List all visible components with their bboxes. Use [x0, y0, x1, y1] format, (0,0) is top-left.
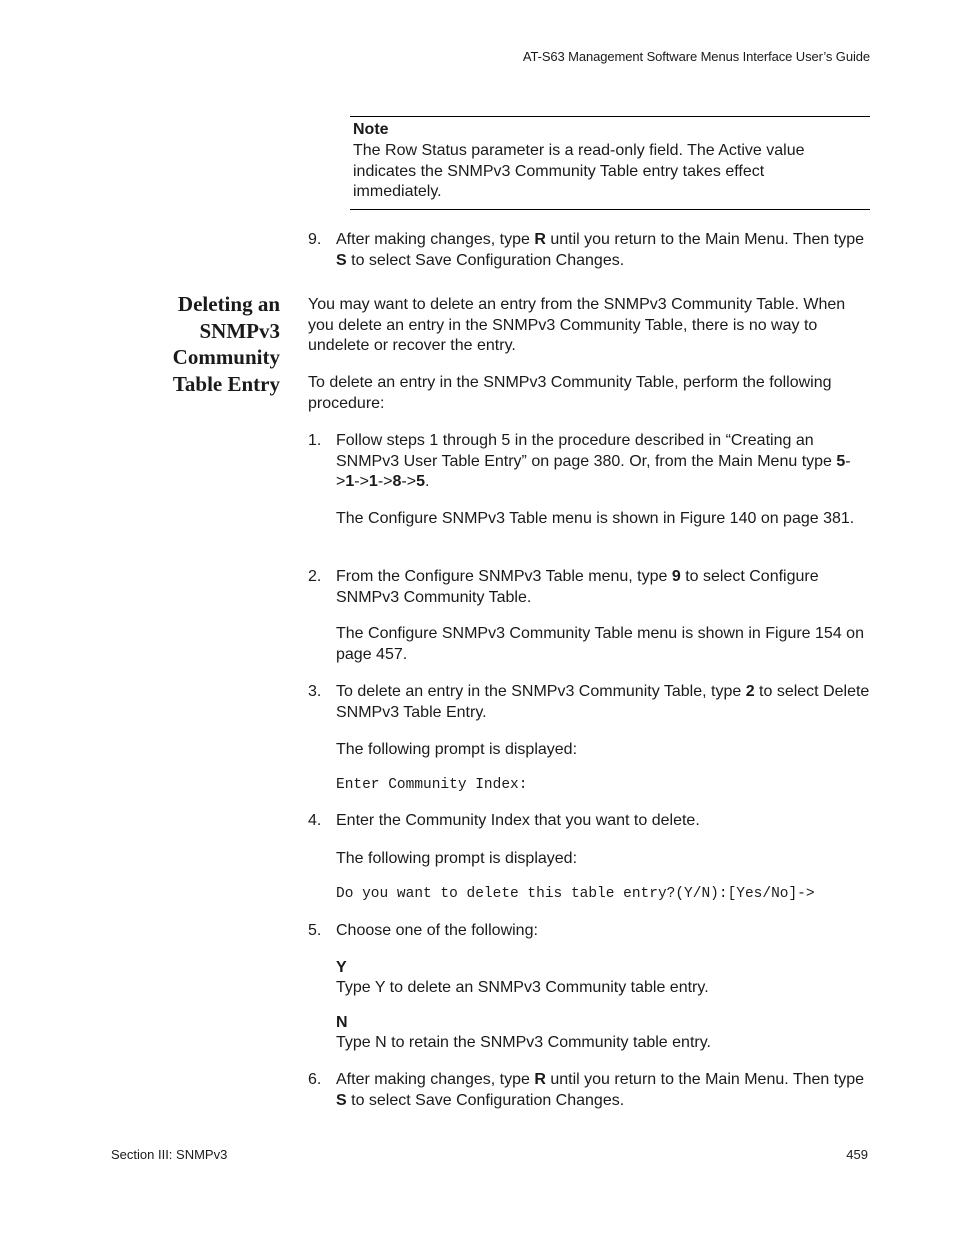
key-label: 1	[368, 473, 378, 491]
key-label: R	[534, 1071, 546, 1088]
step-text-part: After making changes, type	[336, 1071, 535, 1088]
step-number: 2.	[308, 568, 322, 585]
arrow-separator: ->	[354, 473, 369, 491]
option-key: Y	[336, 959, 347, 976]
step-text-part: to select Configure SNMPv3 Community Table.	[336, 568, 819, 606]
heading-line: Community	[172, 345, 280, 369]
step-number: 4.	[308, 812, 322, 829]
note-text: The Row Status parameter is a read-only field. The Active value indicates the SNMPv3 Community Table entry takes effect immediately.	[353, 142, 805, 200]
key-label: 5	[836, 452, 846, 470]
note-title: Note	[353, 121, 389, 138]
step-text	[336, 567, 870, 608]
key-label: 1	[345, 473, 355, 491]
key-label: 9	[671, 568, 681, 585]
option-key: N	[336, 1014, 348, 1031]
step-text-part: After making changes, type	[336, 231, 535, 248]
arrow-separator: ->	[336, 452, 851, 491]
step-text-part: until you return to the Main Menu. Then type	[545, 231, 864, 248]
step-text-part: Follow steps 1 through 5 in the procedure described in “Creating an SNMPv3 User Table Entry” on page 380. Or, from the Main Menu type	[336, 432, 837, 470]
step-text-part: to select Save Configuration Changes.	[346, 1091, 625, 1109]
intro-paragraph: You may want to delete an entry from the SNMPv3 Community Table. When you delete an entry in the SNMPv3 Community Table, there is no way to undelete or recover the entry.	[308, 296, 846, 355]
key-label: 8	[392, 473, 402, 491]
step-number: 9.	[308, 231, 322, 248]
prompt-code: Enter Community Index:	[336, 777, 528, 793]
step-number: 6.	[308, 1071, 322, 1088]
key-label: 2	[745, 683, 755, 700]
step-text-part: until you return to the Main Menu. Then type	[545, 1071, 864, 1088]
arrow-separator: ->	[377, 473, 393, 491]
step-text	[336, 1070, 870, 1111]
step-text-part: From the Configure SNMPv3 Table menu, type	[336, 568, 672, 585]
step-subtext: The following prompt is displayed:	[336, 741, 578, 758]
step-text-part: .	[424, 473, 430, 491]
heading-line: Deleting an	[177, 292, 280, 316]
step-text-part: To delete an entry in the SNMPv3 Community Table, type	[336, 683, 746, 700]
step-text	[336, 431, 870, 493]
step-text	[336, 230, 870, 271]
heading-line: Table Entry	[172, 371, 280, 396]
key-label: S	[336, 251, 347, 269]
step-text	[336, 682, 870, 723]
key-label: S	[336, 1091, 347, 1109]
heading-line: SNMPv3	[199, 318, 280, 343]
intro-paragraph: To delete an entry in the SNMPv3 Community Table, perform the following procedure:	[308, 374, 832, 412]
key-label: 5	[416, 473, 425, 491]
step-subtext: The following prompt is displayed:	[336, 850, 578, 867]
step-text-part: to select Save Configuration Changes.	[346, 251, 625, 269]
note-box	[350, 116, 870, 210]
key-label: R	[534, 231, 546, 248]
arrow-separator: ->	[401, 473, 417, 491]
running-header: AT-S63 Management Software Menus Interface User’s Guide	[522, 49, 870, 64]
step-subtext: The Configure SNMPv3 Table menu is shown in Figure 140 on page 381.	[336, 510, 855, 527]
step-text: Enter the Community Index that you want to delete.	[336, 812, 700, 829]
step-subtext: The Configure SNMPv3 Community Table menu is shown in Figure 154 on page 457.	[336, 625, 864, 663]
footer-section: Section III: SNMPv3	[111, 1147, 228, 1162]
prompt-code: Do you want to delete this table entry?(Y/N):[Yes/No]->	[336, 886, 815, 902]
option-text: Type Y to delete an SNMPv3 Community table entry.	[336, 979, 709, 996]
option-text: Type N to retain the SNMPv3 Community table entry.	[336, 1034, 711, 1051]
section-heading	[173, 291, 280, 397]
step-text: Choose one of the following:	[336, 922, 538, 939]
step-number: 5.	[308, 922, 322, 939]
step-number: 3.	[308, 683, 322, 700]
page-number: 459	[846, 1147, 868, 1162]
step-text-part: to select Delete SNMPv3 Table Entry.	[336, 683, 870, 721]
step-number: 1.	[308, 432, 322, 449]
